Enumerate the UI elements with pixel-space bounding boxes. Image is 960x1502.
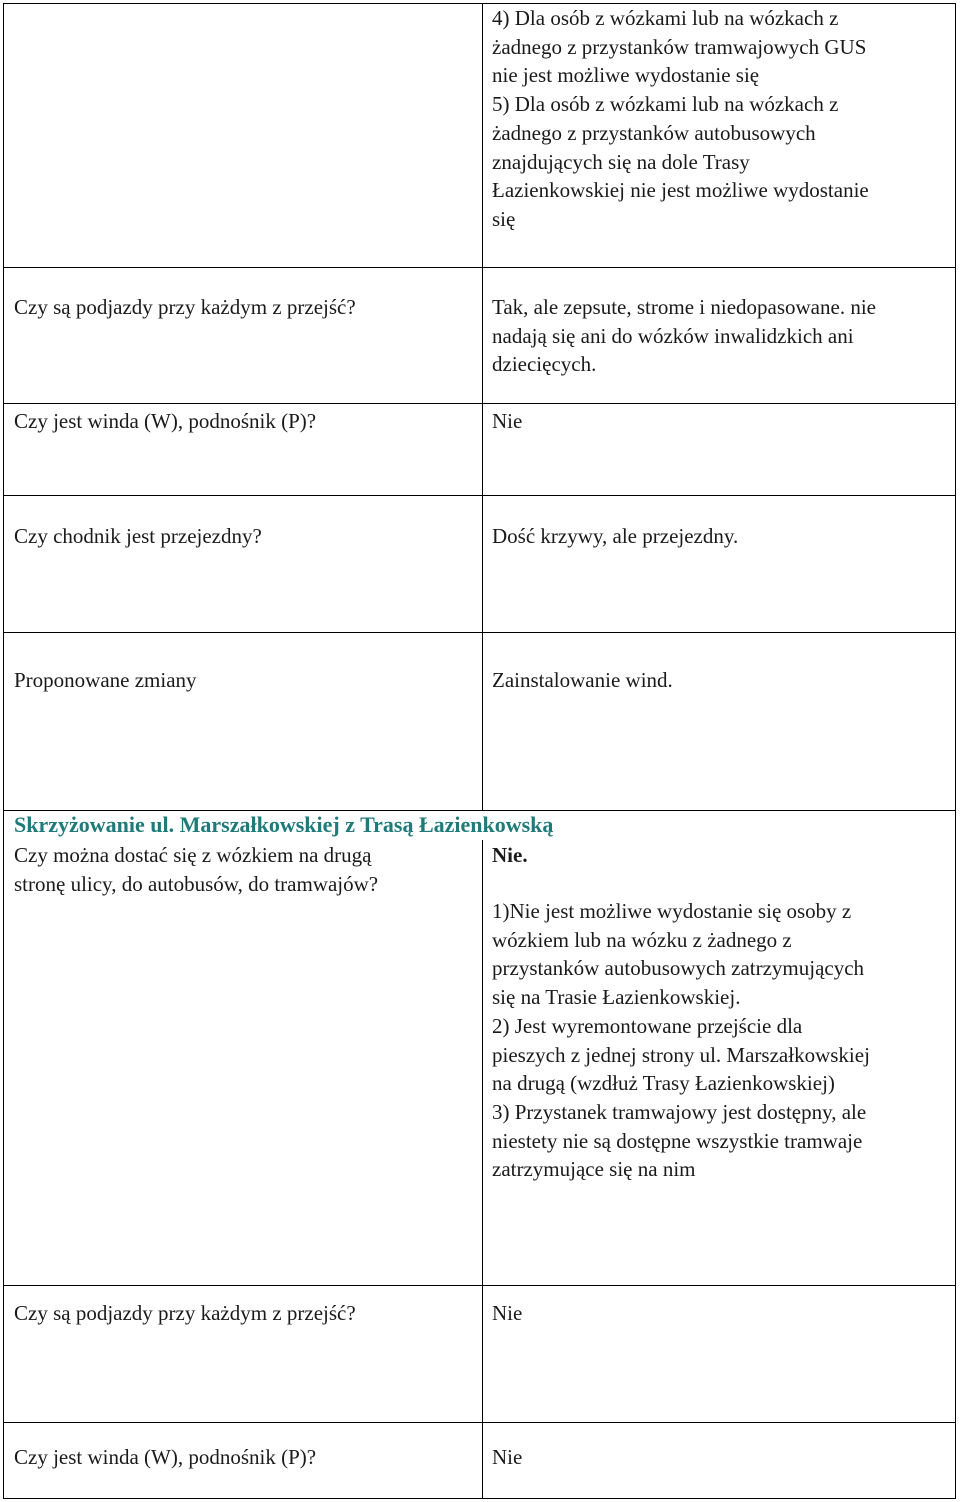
row-divider-3 [3,495,956,496]
question-proposed-changes: Proponowane zmiany [14,668,197,692]
question-crossing: Czy można dostać się z wózkiem na drugą stronę ulicy, do autobusów, do tramwajów? [14,843,379,896]
row-divider-7 [3,1422,956,1423]
row-divider-2 [3,403,956,404]
answer-crossing-short: Nie. [492,843,528,867]
question-ramps-2: Czy są podjazdy przy każdym z przejść? [14,1301,356,1325]
question-elevator-1: Czy jest winda (W), podnośnik (P)? [14,409,317,433]
row-divider-4 [3,632,956,633]
row-divider-6 [3,1285,956,1286]
column-divider-upper [482,3,483,811]
question-ramps-1: Czy są podjazdy przy każdym z przejść? [14,295,356,319]
column-divider-lower [482,840,483,1499]
section-heading: Skrzyżowanie ul. Marszałkowskiej z Trasą Łazienkowską [14,812,554,837]
answer-sidewalk: Dość krzywy, ale przejezdny. [492,524,739,548]
row-divider-1 [3,267,956,268]
answer-ramps-2: Nie [492,1301,523,1325]
intro-text: 4) Dla osób z wózkami lub na wózkach z żadnego z przystanków tramwajowych GUS nie jest możliwe wydostanie się 5) Dla osób z wózkami lub na wózkach z żadnego z przystanków autobusowych znajdujących się na dole Trasy Łazienkowskiej nie jest możliwe wydostanie się [492,6,869,231]
answer-elevator-1: Nie [492,409,523,433]
question-elevator-2: Czy jest winda (W), podnośnik (P)? [14,1445,317,1469]
answer-elevator-2: Nie [492,1445,523,1469]
answer-crossing-detail: 1)Nie jest możliwe wydostanie się osoby z wózkiem lub na wózku z żadnego z przystanków autobusowych zatrzymujących się na Trasie Łazienkowskiej. 2) Jest wyremontowane przejście dla pieszych z jednej strony ul. Marszałkowskiej na drugą (wzdłuż Trasy Łazienkowskiej) 3) Przystanek tramwajowy jest dostępny, ale niestety nie są dostępne wszystkie tramwaje zatrzymujące się na nim [492,899,870,1182]
answer-ramps-1: Tak, ale zepsute, strome i niedopasowane. nie nadają się ani do wózków inwalidzkich ani dziecięcych. [492,295,876,377]
question-sidewalk: Czy chodnik jest przejezdny? [14,524,262,548]
answer-proposed-changes: Zainstalowanie wind. [492,668,673,692]
